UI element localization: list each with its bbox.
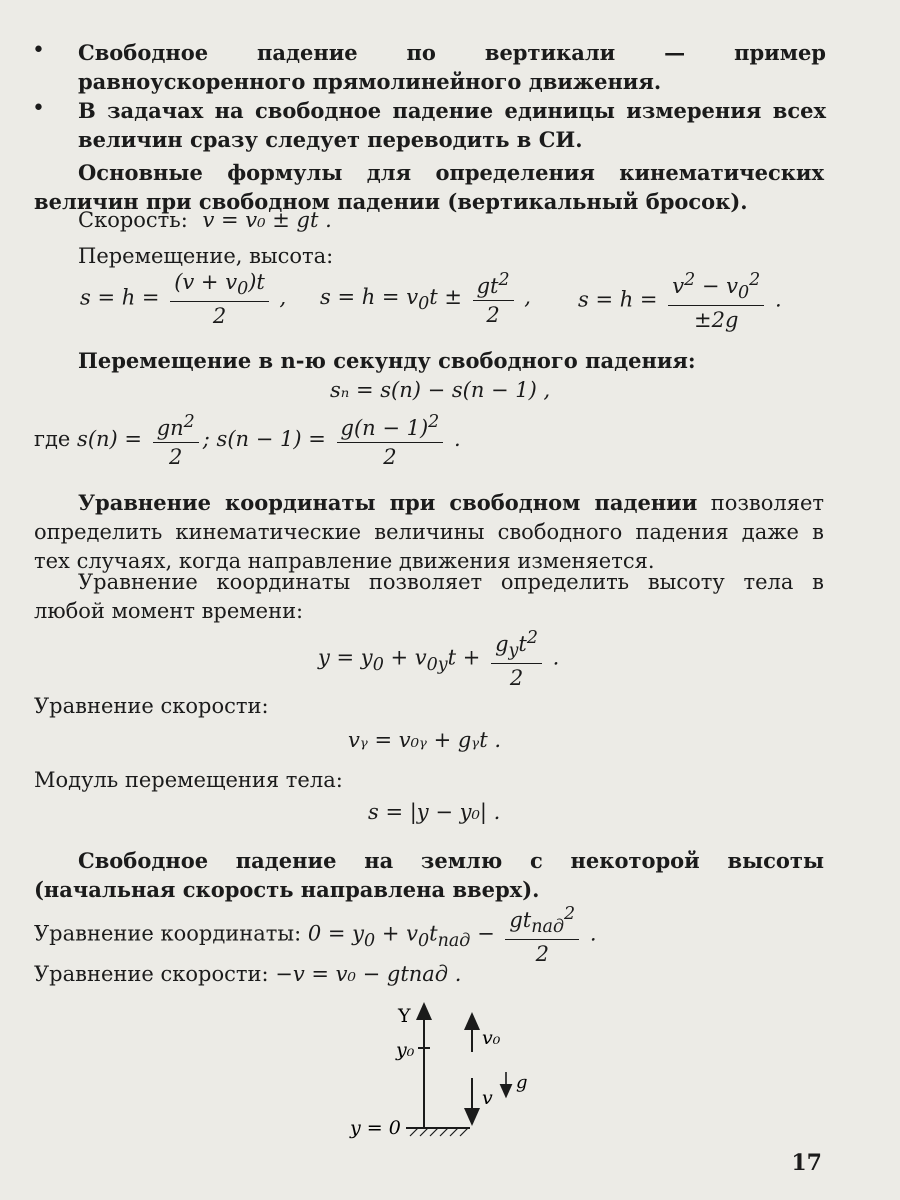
displacement-formula-1: s = h = $\frac{(v + v_0)t}{2}$ , [80,270,287,329]
speed-formula: v = v₀ ± gt . [202,208,332,232]
free-fall-diagram [340,1000,580,1150]
fall-heading: Свободное падение на землю с некоторой высоты (начальная скорость направлена вверх). [34,848,824,902]
fall-coordinate-line: Уравнение координаты: $0 = y_0 + v_0t_{пад}$ − $\frac{gt_{пад}^2}{2}$ . [34,904,597,967]
ground-label: y = 0 [350,1117,401,1139]
y-axis-label: Y [398,1005,411,1027]
displacement-module-formula: s = |y − y₀| . [368,800,501,824]
coordinate-formula: $y = y_0 + v_{0y}t$ + $\frac{g_yt^2}{2}$ . [318,628,560,691]
coordinate-equation-bold: Уравнение координаты при свободном падении [78,490,698,515]
fall-velocity-label: Уравнение скорости: [34,962,269,986]
ground-hatching [410,1128,468,1136]
coordinate-equation-rest: позволяет определить кинематические величины свободного падения даже в тех случаях, когда направление движения изменяется. [34,491,824,573]
velocity-formula: vᵧ = v₀ᵧ + gᵧt . [348,728,501,752]
fall-velocity-line [34,962,461,986]
bullet-si-units: В задачах на свободное падение единицы измерения всех величин сразу следует переводить в СИ. [78,98,826,152]
y0-label: y₀ [396,1039,415,1061]
where-label: где [34,427,71,451]
bullet-free-fall: Свободное падение по вертикали — пример равноускоренного прямолинейного движения. [78,40,826,94]
displacement-formula-2: $s = h = v_0t$ ± $\frac{gt^2}{2}$ , [320,270,531,327]
formulas-heading: Основные формулы для определения кинематических величин при свободном падении (вертикальный бросок). [34,160,824,214]
nth-second-heading: Перемещение в n-ю секунду свободного падения: [78,348,696,373]
v-label: v [482,1087,493,1109]
displacement-formula-3: s = h = $\frac{v^2 - v_0^2}{\pm 2g}$ . [578,270,782,333]
height-paragraph: Уравнение координаты позволяет определить высоту тела в любой момент времени: [34,570,824,623]
coordinate-equation-paragraph [34,488,824,576]
fall-coordinate-label: Уравнение координаты: [34,921,302,946]
displacement-module-label: Модуль перемещения тела: [34,768,343,792]
page-number: 17 [791,1150,822,1176]
speed-line [78,206,332,235]
bullet-dot: • [32,96,45,121]
nth-second-formula: sₙ = s(n) − s(n − 1) , [330,378,551,402]
sn-definition-formula: где s(n) = $\frac{gn^2}{2}$ ; s(n − 1) = $\frac{g(n - 1)^2}{2}$ . [34,412,461,469]
bullet-dot: • [32,38,45,63]
v0-label: v₀ [482,1027,501,1049]
velocity-label: Уравнение скорости: [34,694,269,718]
fall-velocity-formula: −v = v₀ − gtпад . [275,962,462,986]
speed-label: Скорость: [78,208,188,232]
displacement-label: Перемещение, высота: [78,244,334,268]
g-label: g [516,1072,528,1093]
